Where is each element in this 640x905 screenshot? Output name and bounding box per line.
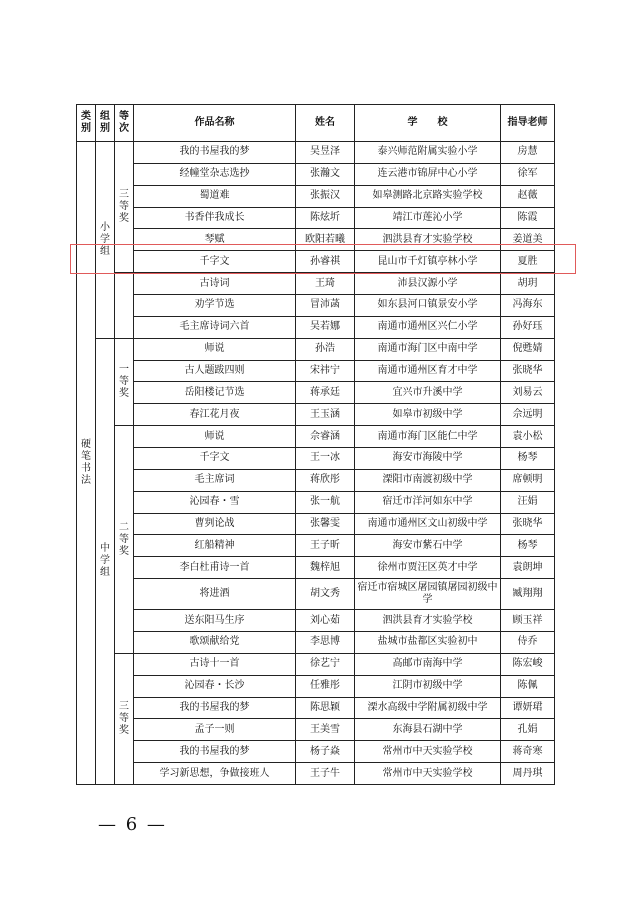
teacher-cell: 袁朗坤: [501, 557, 555, 579]
school-cell: 海安市海陵中学: [355, 448, 501, 470]
table-row: [77, 185, 555, 207]
table-row: [77, 338, 555, 360]
work-cell: 我的书屋我的梦: [134, 741, 296, 763]
header-group: 组别: [96, 105, 115, 142]
table-row: [77, 653, 555, 675]
name-cell: 王玉涵: [296, 404, 355, 426]
teacher-cell: 张晓华: [501, 360, 555, 382]
table-row: [77, 316, 555, 338]
work-cell: 古诗词: [134, 273, 296, 295]
teacher-cell: 袁小松: [501, 426, 555, 448]
group-primary-cell: 小学组: [96, 142, 115, 339]
school-cell: 南通市海门区中南中学: [355, 338, 501, 360]
teacher-cell: 冯海东: [501, 295, 555, 317]
teacher-cell: 孙好珏: [501, 316, 555, 338]
school-cell: 高邮市南海中学: [355, 653, 501, 675]
table-row: [77, 142, 555, 164]
teacher-cell: 汪娟: [501, 491, 555, 513]
work-cell: 劝学节选: [134, 295, 296, 317]
teacher-cell: 胡玥: [501, 273, 555, 295]
name-cell: 冒沛菡: [296, 295, 355, 317]
name-cell: 吴昱泽: [296, 142, 355, 164]
teacher-cell: 谭妍珺: [501, 697, 555, 719]
name-cell: 孙睿祺: [296, 251, 355, 273]
work-cell: 师说: [134, 426, 296, 448]
name-cell: 张振汉: [296, 185, 355, 207]
teacher-cell: 侍乔: [501, 632, 555, 654]
name-cell: 王美雪: [296, 719, 355, 741]
teacher-cell: 臧翔翔: [501, 579, 555, 610]
table-row: [77, 163, 555, 185]
teacher-cell: 陈霞: [501, 207, 555, 229]
work-cell: 蜀道难: [134, 185, 296, 207]
work-cell: 古人题跋四则: [134, 360, 296, 382]
teacher-cell: 房慧: [501, 142, 555, 164]
work-cell: 沁园春・雪: [134, 491, 296, 513]
table-row: [77, 741, 555, 763]
work-cell: 孟子一则: [134, 719, 296, 741]
name-cell: 魏梓旭: [296, 557, 355, 579]
name-cell: 张一航: [296, 491, 355, 513]
work-cell: 送东阳马生序: [134, 610, 296, 632]
teacher-cell: 席顿明: [501, 469, 555, 491]
name-cell: 王一冰: [296, 448, 355, 470]
work-cell: 沁园春・长沙: [134, 675, 296, 697]
teacher-cell: 倪甦婧: [501, 338, 555, 360]
school-cell: 常州市中天实验学校: [355, 741, 501, 763]
table-row: [77, 469, 555, 491]
school-cell: 盐城市盐都区实验初中: [355, 632, 501, 654]
table-row: [77, 360, 555, 382]
name-cell: 陈思颖: [296, 697, 355, 719]
name-cell: 吴若娜: [296, 316, 355, 338]
table-row: [77, 513, 555, 535]
table-row: [77, 697, 555, 719]
work-cell: 将进酒: [134, 579, 296, 610]
table-row: [77, 557, 555, 579]
school-cell: 如皋市初级中学: [355, 404, 501, 426]
table-row: [77, 207, 555, 229]
work-cell: 李白杜甫诗一首: [134, 557, 296, 579]
school-cell: 宿迁市洋河如东中学: [355, 491, 501, 513]
school-cell: 泰兴师范附属实验小学: [355, 142, 501, 164]
work-cell: 千字文: [134, 251, 296, 273]
header-school: 学 校: [355, 105, 501, 142]
header-teacher: 指导老师: [501, 105, 555, 142]
table-row: [77, 719, 555, 741]
name-cell: 欧阳若曦: [296, 229, 355, 251]
school-cell: 南通市通州区育才中学: [355, 360, 501, 382]
name-cell: 刘心茹: [296, 610, 355, 632]
school-cell: 溧水高级中学附属初级中学: [355, 697, 501, 719]
school-cell: 沛县汉源小学: [355, 273, 501, 295]
work-cell: 春江花月夜: [134, 404, 296, 426]
name-cell: 蒋承廷: [296, 382, 355, 404]
school-cell: 常州市中天实验学校: [355, 763, 501, 785]
work-cell: 毛主席词: [134, 469, 296, 491]
table-row: [77, 273, 555, 295]
name-cell: 任雅彤: [296, 675, 355, 697]
teacher-cell: 夏胜: [501, 251, 555, 273]
table-row: [77, 426, 555, 448]
teacher-cell: 赵薇: [501, 185, 555, 207]
table-row: [77, 763, 555, 785]
group-middle-cell: 中学组: [96, 338, 115, 784]
table-row: [77, 535, 555, 557]
teacher-cell: 陈宏峻: [501, 653, 555, 675]
name-cell: 王子昕: [296, 535, 355, 557]
school-cell: 南通市通州区兴仁小学: [355, 316, 501, 338]
work-cell: 我的书屋我的梦: [134, 697, 296, 719]
work-cell: 千字文: [134, 448, 296, 470]
table-row-highlighted: [77, 251, 555, 273]
name-cell: 蒋欣彤: [296, 469, 355, 491]
school-cell: 东海县石湖中学: [355, 719, 501, 741]
teacher-cell: 徐军: [501, 163, 555, 185]
level-empty-cell: [115, 273, 134, 339]
work-cell: 古诗十一首: [134, 653, 296, 675]
school-cell: 昆山市千灯镇亭林小学: [355, 251, 501, 273]
work-cell: 歌颂献给党: [134, 632, 296, 654]
level-middle-third-cell: 三等奖: [115, 653, 134, 784]
school-cell: 海安市紫石中学: [355, 535, 501, 557]
name-cell: 王子牛: [296, 763, 355, 785]
work-cell: 红船精神: [134, 535, 296, 557]
teacher-cell: 刘易云: [501, 382, 555, 404]
name-cell: 张馨雯: [296, 513, 355, 535]
table-header-row: [77, 105, 555, 142]
table-row: [77, 579, 555, 610]
header-work: 作品名称: [134, 105, 296, 142]
level-middle-second-cell: 二等奖: [115, 426, 134, 654]
name-cell: 徐艺宁: [296, 653, 355, 675]
teacher-cell: 姜道美: [501, 229, 555, 251]
header-category: 类别: [77, 105, 96, 142]
table-row: [77, 632, 555, 654]
table-row: [77, 295, 555, 317]
work-cell: 琴赋: [134, 229, 296, 251]
school-cell: 靖江市莲沁小学: [355, 207, 501, 229]
table-row: [77, 382, 555, 404]
school-cell: 溧阳市南渡初级中学: [355, 469, 501, 491]
table-row: [77, 610, 555, 632]
name-cell: 王琦: [296, 273, 355, 295]
table-row: [77, 229, 555, 251]
teacher-cell: 杨琴: [501, 448, 555, 470]
school-cell: 泗洪县育才实验学校: [355, 610, 501, 632]
header-name: 姓名: [296, 105, 355, 142]
teacher-cell: 佘远明: [501, 404, 555, 426]
level-primary-third-cell: 三等奖: [115, 142, 134, 273]
name-cell: 佘睿涵: [296, 426, 355, 448]
name-cell: 孙浩: [296, 338, 355, 360]
school-cell: 如东县河口镇景安小学: [355, 295, 501, 317]
name-cell: 陈炫圻: [296, 207, 355, 229]
level-middle-first-cell: 一等奖: [115, 338, 134, 425]
work-cell: 师说: [134, 338, 296, 360]
teacher-cell: 杨琴: [501, 535, 555, 557]
teacher-cell: 张晓华: [501, 513, 555, 535]
name-cell: 李思博: [296, 632, 355, 654]
page-number: — 6 —: [98, 814, 167, 835]
table-row: [77, 404, 555, 426]
name-cell: 张瀚文: [296, 163, 355, 185]
work-cell: 学习新思想，争做接班人: [134, 763, 296, 785]
table-row: [77, 675, 555, 697]
work-cell: 经幢堂杂志选抄: [134, 163, 296, 185]
table-row: [77, 491, 555, 513]
school-cell: 南通市通州区文山初级中学: [355, 513, 501, 535]
school-cell: 南通市海门区能仁中学: [355, 426, 501, 448]
teacher-cell: 蒋奇寒: [501, 741, 555, 763]
teacher-cell: 陈佩: [501, 675, 555, 697]
work-cell: 书香伴我成长: [134, 207, 296, 229]
teacher-cell: 孔娟: [501, 719, 555, 741]
awards-table: [76, 104, 555, 785]
school-cell: 宜兴市升溪中学: [355, 382, 501, 404]
work-cell: 岳阳楼记节选: [134, 382, 296, 404]
teacher-cell: 顾玉祥: [501, 610, 555, 632]
work-cell: 毛主席诗词六首: [134, 316, 296, 338]
category-cell: 硬笔书法: [77, 142, 96, 785]
teacher-cell: 周丹琪: [501, 763, 555, 785]
school-cell: 连云港市锦屏中心小学: [355, 163, 501, 185]
name-cell: 宋祎宁: [296, 360, 355, 382]
school-cell: 宿迁市宿城区屠园镇屠园初级中学: [355, 579, 501, 610]
table-row: [77, 448, 555, 470]
school-cell: 如皋测路北京路实验学校: [355, 185, 501, 207]
name-cell: 杨子焱: [296, 741, 355, 763]
school-cell: 泗洪县育才实验学校: [355, 229, 501, 251]
work-cell: 我的书屋我的梦: [134, 142, 296, 164]
header-level: 等次: [115, 105, 134, 142]
work-cell: 曹刿论战: [134, 513, 296, 535]
school-cell: 江阴市初级中学: [355, 675, 501, 697]
name-cell: 胡文秀: [296, 579, 355, 610]
school-cell: 徐州市贾汪区英才中学: [355, 557, 501, 579]
